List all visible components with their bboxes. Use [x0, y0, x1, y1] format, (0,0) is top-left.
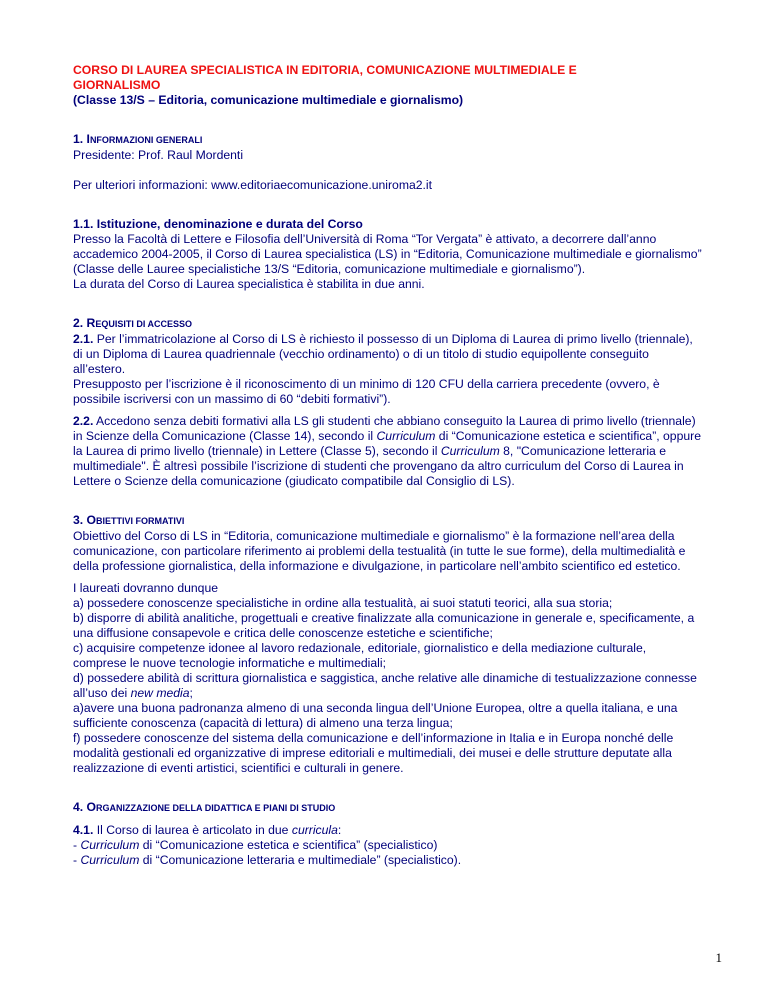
course-class-subtitle: (Classe 13/S – Editoria, comunicazione multimediale e giornalismo) — [73, 93, 464, 107]
president-line: Presidente: Prof. Raul Mordenti — [73, 148, 244, 162]
objective-f: f) possedere conoscenze del sistema della comunicazione e dell’informazione in Italia e in Europa nonché delle modalità gestionali ed organizzative di imprese editoriali e multimediali, dei musei e delle strutture deputate alla realizzazione di eventi artistici, scientifici e culturali in genere. — [73, 731, 674, 775]
curriculum-1: - Curriculum di “Comunicazione estetica e scientifica” (specialistico) — [73, 838, 438, 852]
objective-d: d) possedere abilità di scrittura giornalistica e saggistica, anche relative alle dinamiche di testualizzazione connesse all’uso dei new media; — [73, 671, 697, 700]
section-2-1-text: 2.1. Per l’immatricolazione al Corso di LS è richiesto il possesso di un Diploma di Laurea di primo livello (triennale), di un Diploma di Laurea quadriennale (vecchio ordinamento) o di un titolo di studio equipollente conseguito all’estero. — [73, 332, 693, 376]
info-line: Per ulteriori informazioni: www.editoriaecomunicazione.uniroma2.it — [73, 178, 433, 192]
section-1-1-duration: La durata del Corso di Laurea specialistica è stabilita in due anni. — [73, 277, 425, 291]
section-2-2-text: 2.2. Accedono senza debiti formativi alla LS gli studenti che abbiano conseguito la Laurea di primo livello (triennale) in Scienze della Comunicazione (Classe 14), secondo il Curriculum di “Comunicazione estetica e scientifica”, oppure la Laurea di primo livello (triennale) in Lettere (Classe 5), secondo il Curriculum 8, "Comunicazione letteraria e multimediale". È altresì possibile l’iscrizione di studenti che provengano da altro curriculum del Corso di Laurea in Lettere o Scienze della comunicazione (giudicato compatibile dal Consiglio di LS). — [73, 414, 701, 488]
section-3-lead: I laureati dovranno dunque — [73, 581, 219, 595]
section-3-intro: Obiettivo del Corso di LS in “Editoria, comunicazione multimediale e giornalismo” è la formazione nell’area della comunicazione, con particolare riferimento ai problemi della testualità (in tutte le sue forme), della multimedialità e della professione giornalistica, della informazione e divulgazione, in particolare nell’ambito scientifico ed estetico. — [73, 529, 686, 573]
curriculum-2: - Curriculum di “Comunicazione letteraria e multimediale” (specialistico). — [73, 853, 462, 867]
section-4-1-text: 4.1. Il Corso di laurea è articolato in due curricula: — [73, 823, 342, 837]
objective-b: b) disporre di abilità analitiche, progettuali e creative finalizzate alla comunicazione in generale e, specificamente, a una diffusione consapevole e critica delle conoscenze estetiche e scientifiche; — [73, 611, 695, 640]
section-1-1-heading: 1.1. Istituzione, denominazione e durata del Corso — [73, 217, 363, 231]
section-1-1-text: Presso la Facoltà di Lettere e Filosofia dell’Università di Roma “Tor Vergata” è attivato, a decorrere dall’anno accademico 2004-2005, il Corso di Laurea specialistica (LS) in “Editoria, Comunicazione multimediale e giornalismo” (Classe delle Lauree specialistiche 13/S “Editoria, comunicazione multimediale e giornalismo”). — [73, 232, 702, 276]
section-4-heading: 4. ORGANIZZAZIONE DELLA DIDATTICA E PIANI DI STUDIO — [73, 800, 336, 814]
page-number: 1 — [715, 950, 722, 965]
objective-a: a) possedere conoscenze specialistiche in ordine alla testualità, ai suoi statuti teorici, alla sua storia; — [73, 596, 613, 610]
course-title: CORSO DI LAUREA SPECIALISTICA IN EDITORIA, COMUNICAZIONE MULTIMEDIALE E GIORNALISMO — [73, 63, 577, 92]
section-1-heading: 1. INFORMAZIONI GENERALI — [73, 132, 203, 146]
section-2-1-prerequisite: Presupposto per l’iscrizione è il riconoscimento di un minimo di 120 CFU della carriera precedente (ovvero, è possibile iscriversi con un massimo di 60 “debiti formativi”). — [73, 377, 660, 406]
section-3-heading: 3. OBIETTIVI FORMATIVI — [73, 513, 185, 527]
objective-c: c) acquisire competenze idonee al lavoro redazionale, editoriale, giornalistico e della mediazione culturale, comprese le nuove tecnologie informatiche e multimediali; — [73, 641, 647, 670]
document-body — [73, 63, 703, 868]
section-2-heading: 2. REQUISITI DI ACCESSO — [73, 316, 193, 330]
objective-e: a)avere una buona padronanza almeno di una seconda lingua dell’Unione Europea, oltre a quella italiana, e una sufficiente conoscenza (capacità di lettura) di almeno una terza lingua; — [73, 701, 678, 730]
